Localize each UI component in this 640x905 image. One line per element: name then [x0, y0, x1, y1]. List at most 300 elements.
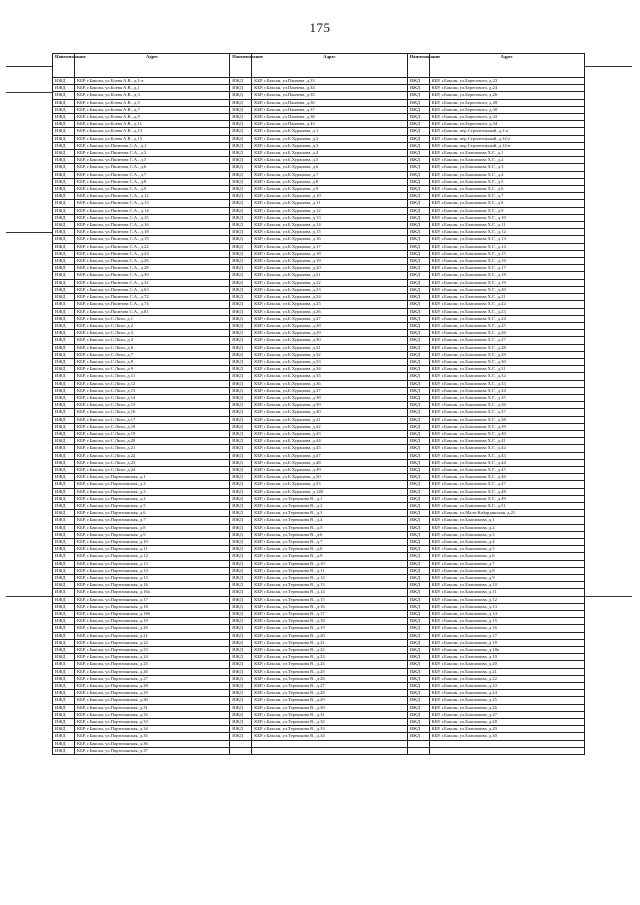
left-edge-line	[6, 232, 52, 233]
building-type-cell: ИЖД	[407, 150, 429, 157]
address-cell: КБР, г.Баксан, ул.Блашокова Х.Г., д.2	[429, 157, 584, 164]
table-row	[53, 747, 585, 754]
address-cell: КБР, г.Баксан, ул.Партизанская, д.21	[75, 632, 230, 639]
building-type-cell: ИЖД	[53, 322, 75, 329]
address-cell: КБР, г.Баксан, ул.Блашокова Х.Г., д.29	[429, 351, 584, 358]
table-row	[53, 611, 585, 618]
address-cell: КБР, г.Баксан, ул.Б.Хуранова, д.2	[252, 135, 407, 142]
building-type-cell: ИЖД	[53, 157, 75, 164]
address-cell: КБР, г.Баксан, ул.Терешкова В., д.8	[252, 546, 407, 553]
building-type-cell: ИЖД	[230, 409, 252, 416]
building-type-cell: ИЖД	[407, 409, 429, 416]
building-type-cell: ИЖД	[53, 222, 75, 229]
address-cell: КБР, г.Баксан, ул.Терешкова В., д.32	[252, 719, 407, 726]
address-cell: КБР, г.Баксан, ул.Блашокова, д.20	[429, 661, 584, 668]
building-type-cell: ИЖД	[407, 560, 429, 567]
address-cell: КБР, г.Баксан, ул.Терешкова В., д.24	[252, 661, 407, 668]
address-cell: КБР, г.Баксан, ул.Блашокова, д.15	[429, 618, 584, 625]
table-row	[53, 229, 585, 236]
address-cell: КБР, г.Баксан, ул.Пшитова С.А., д.32	[75, 279, 230, 286]
building-type-cell: ИЖД	[407, 596, 429, 603]
address-cell: КБР, г.Баксан, ул.Панчева, д.35	[252, 92, 407, 99]
address-cell: КБР, г.Баксан, ул.Партизанская, д.34	[75, 726, 230, 733]
building-type-cell: ИЖД	[230, 135, 252, 142]
building-type-cell: ИЖД	[230, 711, 252, 718]
building-type-cell: ИЖД	[230, 524, 252, 531]
building-type-cell: ИЖД	[53, 229, 75, 236]
address-cell: КБР, г.Баксан, ул.Блашокова Х.Г., д.15	[429, 250, 584, 257]
building-type-cell: ИЖД	[230, 121, 252, 128]
address-cell: КБР, г.Баксан, ул.Б.Хуранова, д.34	[252, 366, 407, 373]
header-name-1: Наименование	[53, 54, 75, 78]
address-cell: КБР, г.Баксан, ул.С.Лихо, д.8	[75, 358, 230, 365]
address-cell: КБР, г.Баксан, ул.Панчева, д.36	[252, 99, 407, 106]
table-row	[53, 452, 585, 459]
building-type-cell: ИЖД	[53, 632, 75, 639]
building-type-cell: ИЖД	[230, 466, 252, 473]
building-type-cell: ИЖД	[230, 207, 252, 214]
address-cell: КБР, г.Баксан, ул.Партизанская, д.15	[75, 575, 230, 582]
building-type-cell: ИЖД	[407, 193, 429, 200]
building-type-cell: ИЖД	[53, 272, 75, 279]
address-cell: КБР, г.Баксан, ул.Партизанская, д.35	[75, 733, 230, 740]
address-cell: КБР, г.Баксан, ул.Б.Хуранова, д.29	[252, 330, 407, 337]
building-type-cell: ИЖД	[53, 279, 75, 286]
building-type-cell: ИЖД	[53, 330, 75, 337]
page-number: 175	[309, 20, 331, 35]
building-type-cell: ИЖД	[407, 214, 429, 221]
address-cell: КБР, г.Баксан, ул.С.Лихо, д.1	[75, 315, 230, 322]
address-cell: КБР, г.Баксан, ул.С.Лихо, д.14	[75, 394, 230, 401]
address-cell: КБР, г.Баксан, ул.Пшитова С.А., д.28	[75, 265, 230, 272]
address-cell: КБР, г.Баксан, ул.Блашокова, д.12	[429, 596, 584, 603]
building-type-cell: ИЖД	[53, 178, 75, 185]
address-cell: КБР, г.Баксан, ул.Блашокова Х.Г., д.10	[429, 214, 584, 221]
address-cell: КБР, г.Баксан, ул.Терешкова В., д.33	[252, 726, 407, 733]
address-cell: КБР, г.Баксан, ул.Блашокова Х.Г., д.21	[429, 294, 584, 301]
address-cell: КБР, г.Баксан, ул.Блашокова, д.25	[429, 697, 584, 704]
building-type-cell: ИЖД	[53, 171, 75, 178]
building-type-cell: ИЖД	[407, 481, 429, 488]
address-cell: КБР, г.Баксан, ул.Партизанская, д.12	[75, 553, 230, 560]
address-cell: КБР, г.Баксан, ул.Партизанская, д.36	[75, 740, 230, 747]
address-cell: КБР, г.Баксан, ул.Пшитова С.А., д.24	[75, 250, 230, 257]
table-row	[53, 92, 585, 99]
address-cell: КБР, г.Баксан, ул.Пшитова С.А., д.81	[75, 308, 230, 315]
building-type-cell: ИЖД	[230, 618, 252, 625]
address-cell: КБР, г.Баксан, ул.Пшитова С.А., д.8	[75, 178, 230, 185]
building-type-cell: ИЖД	[407, 337, 429, 344]
building-type-cell: ИЖД	[407, 85, 429, 92]
address-cell: КБР, г.Баксан, ул.Блашокова Х.Г., д.1	[429, 150, 584, 157]
address-cell: КБР, г.Баксан, ул.Б.Хуранова, д.30	[252, 337, 407, 344]
address-cell: КБР, г.Баксан, ул.Б.Хуранова, д.39	[252, 402, 407, 409]
address-cell: КБР, г.Баксан, ул.Партизанская, д.5	[75, 502, 230, 509]
address-cell: КБР, г.Баксан, ул.С.Лихо, д.2	[75, 322, 230, 329]
table-row	[53, 553, 585, 560]
header-address-2: Адрес	[252, 54, 407, 78]
table-row	[53, 582, 585, 589]
table-row	[53, 668, 585, 675]
address-cell: КБР, г.Баксан, ул.Б.Хуранова, д.32	[252, 351, 407, 358]
table-row	[53, 358, 585, 365]
building-type-cell: ИЖД	[53, 114, 75, 121]
building-type-cell: ИЖД	[53, 243, 75, 250]
address-cell: КБР, г.Баксан, ул.Партизанская, д.6	[75, 510, 230, 517]
address-cell: КБР, г.Баксан, ул.Партизанская, д.3	[75, 488, 230, 495]
table-row	[53, 214, 585, 221]
building-type-cell: ИЖД	[407, 654, 429, 661]
address-cell: КБР, г.Баксан, ул.Партизанская, д.14	[75, 567, 230, 574]
address-cell: КБР, г.Баксан, ул.Партизанская, д.30	[75, 697, 230, 704]
address-cell: КБР, г.Баксан, ул.Б.Хуранова, д.5	[252, 157, 407, 164]
address-cell: КБР, г.Баксан, ул.Б.Хуранова, д.20	[252, 265, 407, 272]
address-cell: КБР, г.Баксан, ул.Блашокова Х.Г., д.51	[429, 502, 584, 509]
address-cell: КБР, г.Баксан, ул.Блашокова Х.Г., д.12	[429, 229, 584, 236]
table-row	[53, 539, 585, 546]
address-cell: КБР, г.Баксан, ул.Блашокова Х.Г., д.41	[429, 438, 584, 445]
address-cell: КБР, г.Баксан, ул.Б.Хуранова, д.31	[252, 344, 407, 351]
building-type-cell: ИЖД	[230, 546, 252, 553]
building-type-cell: ИЖД	[407, 258, 429, 265]
table-row	[53, 654, 585, 661]
building-type-cell: ИЖД	[230, 690, 252, 697]
address-cell: КБР, г.Баксан, ул.Блашокова, д.13	[429, 603, 584, 610]
building-type-cell: ИЖД	[230, 250, 252, 257]
building-type-cell: ИЖД	[407, 229, 429, 236]
building-type-cell: ИЖД	[53, 654, 75, 661]
address-cell: КБР, г.Баксан, ул.Блашокова Х.Г., д.44	[429, 459, 584, 466]
building-type-cell: ИЖД	[53, 488, 75, 495]
address-cell: КБР, г.Баксан, ул.Партизанская, д.4	[75, 495, 230, 502]
address-cell: КБР, г.Баксан, ул.Терешкова В., д.1	[252, 495, 407, 502]
address-cell: КБР, г.Баксан, ул.Терешкова В., д.25	[252, 668, 407, 675]
building-type-cell: ИЖД	[407, 683, 429, 690]
building-type-cell: ИЖД	[407, 553, 429, 560]
address-cell: КБР, г.Баксан, ул.Терешкова В., д.31	[252, 711, 407, 718]
building-type-cell: ИЖД	[53, 164, 75, 171]
address-cell: КБР, г.Баксан, ул.Б.Хуранова, д.16	[252, 236, 407, 243]
address-cell: КБР, г.Баксан, ул.Б.Хуранова, д.42	[252, 423, 407, 430]
address-cell: КБР, г.Баксан, ул.Блашокова Х.Г., д.40	[429, 430, 584, 437]
table-row	[53, 142, 585, 149]
address-cell: КБР, г.Баксан, ул.С.Лихо, д.23	[75, 459, 230, 466]
address-cell: КБР, г.Баксан, ул.Терешкова В., д.26	[252, 675, 407, 682]
table-row	[53, 697, 585, 704]
right-edge-line	[584, 66, 632, 67]
address-cell: КБР, г.Баксан, ул.Блашокова, д.2	[429, 524, 584, 531]
building-type-cell: ИЖД	[230, 575, 252, 582]
address-cell: КБР, г.Баксан, ул.Терешкова В., д.20	[252, 632, 407, 639]
table-row	[53, 517, 585, 524]
address-cell: КБР, г.Баксан, ул.Блашокова Х.Г., д.11	[429, 222, 584, 229]
building-type-cell: ИЖД	[230, 683, 252, 690]
building-type-cell: ИЖД	[230, 553, 252, 560]
address-cell: КБР, г.Баксан, ул.Терешкова В., д.9	[252, 553, 407, 560]
building-type-cell: ИЖД	[230, 481, 252, 488]
table-row	[53, 121, 585, 128]
address-cell: КБР, г.Баксан, ул.Блашокова, д.14	[429, 611, 584, 618]
building-type-cell: ИЖД	[230, 114, 252, 121]
address-cell: КБР, г.Баксан, ул.Б.Хуранова, д.55	[252, 481, 407, 488]
address-cell: КБР, г.Баксан, ул.Пшитова С.А., д.18	[75, 229, 230, 236]
building-type-cell: ИЖД	[407, 380, 429, 387]
building-type-cell: ИЖД	[407, 373, 429, 380]
address-cell: КБР, г.Баксан, ул.Б.Хуранова, д.49	[252, 466, 407, 473]
table-row	[53, 683, 585, 690]
building-type-cell: ИЖД	[230, 272, 252, 279]
building-type-cell: ИЖД	[407, 164, 429, 171]
building-type-cell: ИЖД	[407, 632, 429, 639]
table-row	[53, 733, 585, 740]
building-type-cell: ИЖД	[407, 243, 429, 250]
building-type-cell: ИЖД	[230, 394, 252, 401]
building-type-cell: ИЖД	[53, 265, 75, 272]
address-cell: КБР, г.Баксан, ул.Блашокова Х.Г., д.19	[429, 279, 584, 286]
table-body	[53, 78, 585, 755]
address-cell: КБР, г.Баксан, ул.Блашокова Х.Г., д.43	[429, 452, 584, 459]
address-cell: КБР, г.Баксан, ул.С.Лихо, д.16	[75, 409, 230, 416]
building-type-cell: ИЖД	[230, 445, 252, 452]
building-type-cell: ИЖД	[53, 337, 75, 344]
address-cell: КБР, г.Баксан, ул.Партизанская, д.16а	[75, 589, 230, 596]
address-cell: КБР, г.Баксан, ул.Блашокова, д.3	[429, 531, 584, 538]
building-type-cell: ИЖД	[53, 697, 75, 704]
address-cell: КБР, г.Баксан, ул.Б.Хуранова, д.33	[252, 358, 407, 365]
address-cell: КБР, г.Баксан, ул.Терешкова В., д.21	[252, 639, 407, 646]
address-cell: КБР, г.Баксан, ул.Терешкова В., д.13	[252, 582, 407, 589]
address-cell: КБР, г.Баксан, ул.Пшитова С.А., д.19	[75, 236, 230, 243]
address-cell: КБР, г.Баксан, ул.Боева А.В., д.9	[75, 114, 230, 121]
building-type-cell: ИЖД	[53, 474, 75, 481]
building-type-cell: ИЖД	[230, 337, 252, 344]
address-cell: КБР, г.Баксан, ул.С.Лихо, д.9	[75, 366, 230, 373]
left-edge-line	[6, 66, 52, 67]
building-type-cell: ИЖД	[407, 265, 429, 272]
building-type-cell: ИЖД	[407, 567, 429, 574]
table-row	[53, 474, 585, 481]
address-cell: КБР, г.Баксан, ул.Терешкова В., д.27	[252, 683, 407, 690]
building-type-cell: ИЖД	[230, 301, 252, 308]
address-cell: КБР, г.Баксан, ул.Панчева, д.33	[252, 78, 407, 85]
table-row	[53, 337, 585, 344]
building-type-cell	[407, 740, 429, 747]
building-type-cell: ИЖД	[407, 575, 429, 582]
building-type-cell: ИЖД	[53, 294, 75, 301]
building-type-cell	[407, 747, 429, 754]
address-cell: КБР, г.Баксан, ул.С.Лихо, д.20	[75, 438, 230, 445]
building-type-cell: ИЖД	[407, 539, 429, 546]
address-cell: КБР, г.Баксан, ул.Терешкова В., д.11	[252, 567, 407, 574]
building-type-cell: ИЖД	[53, 596, 75, 603]
address-cell: КБР, г.Баксан, ул.Пшитова С.А., д.26	[75, 258, 230, 265]
address-cell: КБР, г.Баксан, ул.Берегового, д.30	[429, 106, 584, 113]
building-type-cell: ИЖД	[230, 589, 252, 596]
building-type-cell: ИЖД	[407, 315, 429, 322]
address-cell: КБР, г.Баксан, ул.Партизанская, д.10	[75, 539, 230, 546]
header-address-1: Адрес	[75, 54, 230, 78]
building-type-cell: ИЖД	[230, 510, 252, 517]
address-cell: КБР, г.Баксан, ул.Берегового, д.32	[429, 114, 584, 121]
building-type-cell: ИЖД	[53, 459, 75, 466]
address-cell: КБР, г.Баксан, ул.Блашокова Х.Г., д.34	[429, 387, 584, 394]
table-row	[53, 531, 585, 538]
building-type-cell: ИЖД	[407, 733, 429, 740]
building-type-cell: ИЖД	[230, 668, 252, 675]
building-type-cell: ИЖД	[230, 92, 252, 99]
building-type-cell: ИЖД	[53, 582, 75, 589]
right-edge-line	[584, 596, 632, 597]
building-type-cell: ИЖД	[230, 603, 252, 610]
address-cell: КБР, г.Баксан, ул.Партизанская, д.18	[75, 603, 230, 610]
table-row	[53, 315, 585, 322]
building-type-cell: ИЖД	[407, 517, 429, 524]
building-type-cell: ИЖД	[407, 502, 429, 509]
left-edge-line	[6, 596, 52, 597]
address-cell: КБР, г.Баксан, ул.Панчева, д.38	[252, 114, 407, 121]
address-cell: КБР, г.Баксан, ул.Б.Хуранова, д.28	[252, 322, 407, 329]
address-cell: КБР, г.Баксан, ул.Пшитова С.А., д.14	[75, 207, 230, 214]
address-cell: КБР, г.Баксан, ул.Б.Хуранова, д.50	[252, 474, 407, 481]
address-cell: КБР, г.Баксан, ул.Б.Хуранова, д.14	[252, 222, 407, 229]
table-row	[53, 409, 585, 416]
table-row	[53, 466, 585, 473]
building-type-cell: ИЖД	[407, 128, 429, 135]
building-type-cell: ИЖД	[230, 308, 252, 315]
building-type-cell: ИЖД	[407, 675, 429, 682]
address-cell: КБР, г.Баксан, ул.Партизанская, д.25	[75, 661, 230, 668]
address-cell: КБР, г.Баксан, ул.Блашокова, д.28	[429, 719, 584, 726]
building-type-cell: ИЖД	[53, 719, 75, 726]
address-cell: КБР, г.Баксан, ул.С.Лихо, д.7	[75, 351, 230, 358]
building-type-cell: ИЖД	[53, 301, 75, 308]
address-cell: КБР, г.Баксан, ул.Панчева, д.43	[252, 121, 407, 128]
address-cell: КБР, г.Баксан, ул.Терешкова В., д.5	[252, 524, 407, 531]
address-cell: КБР, г.Баксан, ул.Пшитова С.А., д.22	[75, 243, 230, 250]
building-type-cell: ИЖД	[53, 466, 75, 473]
address-cell: КБР, г.Баксан, ул.Блашокова Х.Г., д.25	[429, 322, 584, 329]
building-type-cell: ИЖД	[407, 78, 429, 85]
building-type-cell: ИЖД	[53, 351, 75, 358]
address-cell: КБР, г.Баксан, ул.Терешкова В., д.6	[252, 531, 407, 538]
building-type-cell: ИЖД	[53, 380, 75, 387]
address-cell: КБР, г.Баксан, ул.Пшитова С.А., д.5	[75, 157, 230, 164]
building-type-cell: ИЖД	[53, 589, 75, 596]
address-cell: КБР, г.Баксан, ул.Блашокова Х.Г., д.30	[429, 358, 584, 365]
table-row	[53, 351, 585, 358]
address-cell: КБР, г.Баксан, ул.Блашокова, д.11	[429, 589, 584, 596]
address-cell: КБР, г.Баксан, ул.Блашокова Х.Г., д.42	[429, 445, 584, 452]
address-cell: КБР, г.Баксан, ул.Терешкова В., д.7	[252, 539, 407, 546]
address-cell: КБР, г.Баксан, ул.Партизанская, д.9	[75, 531, 230, 538]
building-type-cell: ИЖД	[53, 99, 75, 106]
address-cell: КБР, г.Баксан, ул.Блашокова, д.4	[429, 539, 584, 546]
building-type-cell: ИЖД	[53, 250, 75, 257]
building-type-cell: ИЖД	[407, 236, 429, 243]
building-type-cell: ИЖД	[53, 639, 75, 646]
address-cell: КБР, г.Баксан, ул.Б.Хуранова, д.47	[252, 452, 407, 459]
table-row	[53, 430, 585, 437]
building-type-cell: ИЖД	[407, 445, 429, 452]
building-type-cell: ИЖД	[53, 193, 75, 200]
address-cell: КБР, г.Баксан, ул.Блашокова, д.5	[429, 546, 584, 553]
table-row	[53, 416, 585, 423]
building-type-cell: ИЖД	[230, 366, 252, 373]
building-type-cell: ИЖД	[230, 214, 252, 221]
address-cell: КБР, г.Баксан, ул.Б.Хуранова, д.37	[252, 387, 407, 394]
building-type-cell: ИЖД	[230, 258, 252, 265]
address-cell: КБР, г.Баксан, ул.Терешкова В., д.17	[252, 611, 407, 618]
building-type-cell: ИЖД	[53, 358, 75, 365]
address-cell: КБР, г.Баксан, ул.Партизанская, д.29	[75, 690, 230, 697]
building-type-cell: ИЖД	[407, 704, 429, 711]
building-type-cell: ИЖД	[53, 186, 75, 193]
address-cell: КБР, г.Баксан, ул.Блашокова, д.7	[429, 560, 584, 567]
table-row	[53, 193, 585, 200]
building-type-cell: ИЖД	[407, 344, 429, 351]
address-cell: КБР, г.Баксан, ул.Терешкова В., д.18	[252, 618, 407, 625]
address-cell: КБР, г.Баксан, ул.Пшитова С.А., д.6	[75, 164, 230, 171]
building-type-cell: ИЖД	[230, 330, 252, 337]
building-type-cell: ИЖД	[53, 142, 75, 149]
building-type-cell: ИЖД	[230, 373, 252, 380]
address-cell: КБР, г.Баксан, ул.Боева А.В., д.5	[75, 99, 230, 106]
address-cell: КБР, г.Баксан, ул.Б.Хуранова, д.17	[252, 243, 407, 250]
building-type-cell: ИЖД	[407, 121, 429, 128]
address-cell: КБР, г.Баксан, ул.Партизанская, д.2	[75, 481, 230, 488]
building-type-cell: ИЖД	[230, 502, 252, 509]
address-table	[52, 53, 585, 755]
building-type-cell: ИЖД	[407, 546, 429, 553]
building-type-cell: ИЖД	[407, 618, 429, 625]
address-cell: КБР, г.Баксан, ул.Б.Хуранова, д.6	[252, 164, 407, 171]
address-cell: КБР, г.Баксан, ул.Блашокова Х.Г., д.3	[429, 164, 584, 171]
table-row	[53, 459, 585, 466]
building-type-cell: ИЖД	[407, 178, 429, 185]
address-cell: КБР, г.Баксан, ул.Терешкова В., д.12	[252, 575, 407, 582]
table-row	[53, 380, 585, 387]
table-row	[53, 589, 585, 596]
building-type-cell: ИЖД	[407, 661, 429, 668]
building-type-cell: ИЖД	[230, 128, 252, 135]
address-cell: КБР, г.Баксан, ул.Б.Хуранова, д.36	[252, 380, 407, 387]
address-cell: КБР, г.Баксан, ул.Блашокова, д.26	[429, 704, 584, 711]
building-type-cell: ИЖД	[230, 164, 252, 171]
building-type-cell: ИЖД	[230, 733, 252, 740]
building-type-cell: ИЖД	[230, 315, 252, 322]
building-type-cell: ИЖД	[230, 704, 252, 711]
table-row	[53, 330, 585, 337]
address-cell: КБР, г.Баксан, ул.Блашокова Х.Г., д.45	[429, 466, 584, 473]
building-type-cell: ИЖД	[230, 78, 252, 85]
address-cell: КБР, г.Баксан, ул.Б.Хуранова, д.10	[252, 193, 407, 200]
left-edge-line	[6, 92, 52, 93]
table-row	[53, 560, 585, 567]
address-cell: КБР, г.Баксан, ул.Б.Хуранова, д.19	[252, 258, 407, 265]
building-type-cell: ИЖД	[53, 286, 75, 293]
building-type-cell: ИЖД	[53, 531, 75, 538]
building-type-cell: ИЖД	[230, 452, 252, 459]
building-type-cell: ИЖД	[230, 423, 252, 430]
address-cell: КБР, г.Баксан, ул.Боева А.В., д.11	[75, 121, 230, 128]
address-cell: КБР, г.Баксан, ул.Б.Хуранова, д.38	[252, 394, 407, 401]
building-type-cell: ИЖД	[230, 517, 252, 524]
address-cell: КБР, г.Баксан, ул.Блашокова Х.Г., д.4	[429, 171, 584, 178]
building-type-cell: ИЖД	[230, 157, 252, 164]
building-type-cell: ИЖД	[53, 315, 75, 322]
address-cell: КБР, г.Баксан, ул.Пшитова С.А., д.9	[75, 186, 230, 193]
address-cell: КБР, г.Баксан, ул.Блашокова Х.Г., д.17	[429, 265, 584, 272]
